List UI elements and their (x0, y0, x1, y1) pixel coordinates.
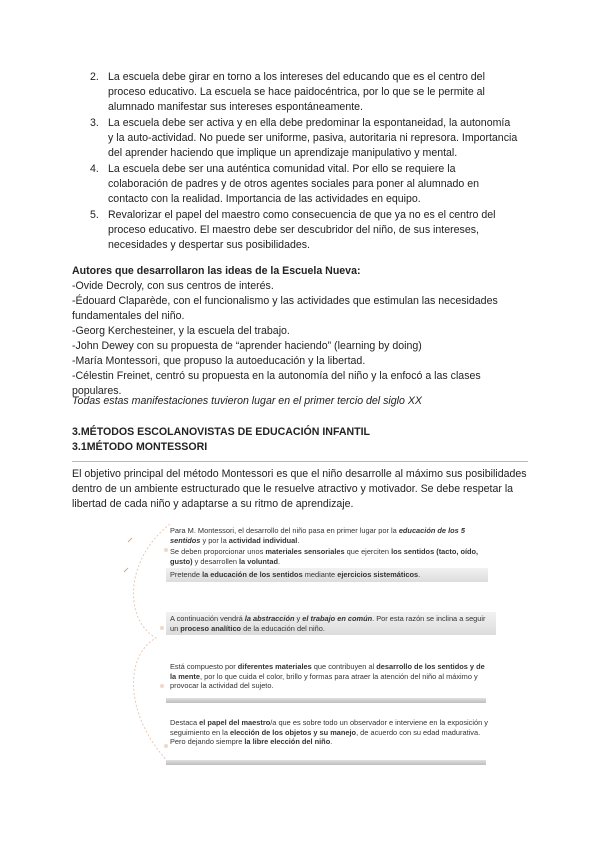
author-entry: -Ovide Decroly, con sus centros de interés. (72, 280, 274, 292)
author-entry: -Georg Kerchesteiner, y la escuela del trabajo. (72, 325, 290, 337)
diagram-node-4: Destaca el papel del maestro/a que es sobre todo un observador e interviene en la exposición y seguimiento en la elección de los objetos y su manejo, de acuerdo con su edad madurativa. Pero dejando siempre la libre elección del niño. (170, 718, 488, 746)
principle-item: 2. La escuela debe girar en torno a los intereses del educando que es el centro del proceso educativo. La escuela se hace paidocéntrica, por lo que se le permite al alumnado manifestar sus intereses espontáneamente. (90, 71, 485, 113)
author-entry: -Édouard Claparède, con el funcionalismo y las actividades que estimulan las necesidades fundamentales del niño. (72, 295, 498, 322)
diagram-node-3: Está compuesto por diferentes materiales que contribuyen al desarrollo de los sentidos y de la mente, por lo que cuida el color, brillo y formas para atraer la atención del niño al máximo y provocar la actividad del sujeto. (170, 662, 485, 690)
diagram-node-4-bar (166, 760, 486, 765)
diagram-node-2: A continuación vendrá la abstracción y el trabajo en común. Por esta razón se inclina a seguir un proceso analítico de la educación del niño. (166, 612, 496, 635)
montessori-diagram (118, 520, 490, 768)
author-entry: -Célestin Freinet, centró su propuesta en la autonomía del niño y la enfocó a las clases populares. (72, 370, 481, 397)
subsection-title: 3.1MÉTODO MONTESSORI (72, 441, 208, 453)
section-title: 3.MÉTODOS ESCOLANOVISTAS DE EDUCACIÓN INFANTIL (72, 426, 371, 438)
author-entry: -John Dewey con su propuesta de “aprender haciendo” (learning by doing) (72, 340, 422, 352)
principle-item: 5. Revalorizar el papel del maestro como consecuencia de que ya no es el centro del proceso educativo. El maestro debe ser descubridor del niño, de sus intereses, necesidades y despertar sus posibilidades. (90, 209, 496, 251)
diagram-node-1: Para M. Montessori, el desarrollo del niño pasa en primer lugar por la educación de los 5 sentidos y por la actividad individual. Se deben proporcionar unos materiales sensoriales que ejerciten los sentidos (tacto, oído, gusto) y desarrollen la voluntad. Pretende la educación de los sentidos mediante ejercicios sistemáticos. (166, 526, 488, 582)
diagram-node-3-bar (166, 698, 486, 703)
intro-paragraph: El objetivo principal del método Montessori es que el niño desarrolle al máximo sus posibilidades dentro de un ambiente estructurado que le resuelve atractivo y motivador. Se debe respetar la libertad de cada niño y adaptarse a su ritmo de aprendizaje. (72, 468, 527, 510)
divider (72, 461, 528, 462)
principle-item: 4. La escuela debe ser una auténtica comunidad vital. Por ello se requiere la colaboración de padres y de otros agentes sociales para poner al alumnado en contacto con la realidad. Importancia de las actividades en equipo. (90, 163, 480, 205)
authors-heading: Autores que desarrollaron las ideas de la Escuela Nueva: (72, 265, 361, 277)
principle-item: 3. La escuela debe ser activa y en ella debe predominar la espontaneidad, la autonomía y la auto-actividad. No puede ser uniforme, pasiva, autoritaria ni represora. Importancia del aprender haciendo que implique un aprendizaje manipulativo y mental. (90, 117, 518, 159)
authors-list (72, 279, 532, 399)
closing-note: Todas estas manifestaciones tuvieron lugar en el primer tercio del siglo XX (72, 395, 422, 407)
author-entry: -María Montessori, que propuso la autoeducación y la libertad. (72, 355, 366, 367)
principles-list (78, 70, 518, 254)
